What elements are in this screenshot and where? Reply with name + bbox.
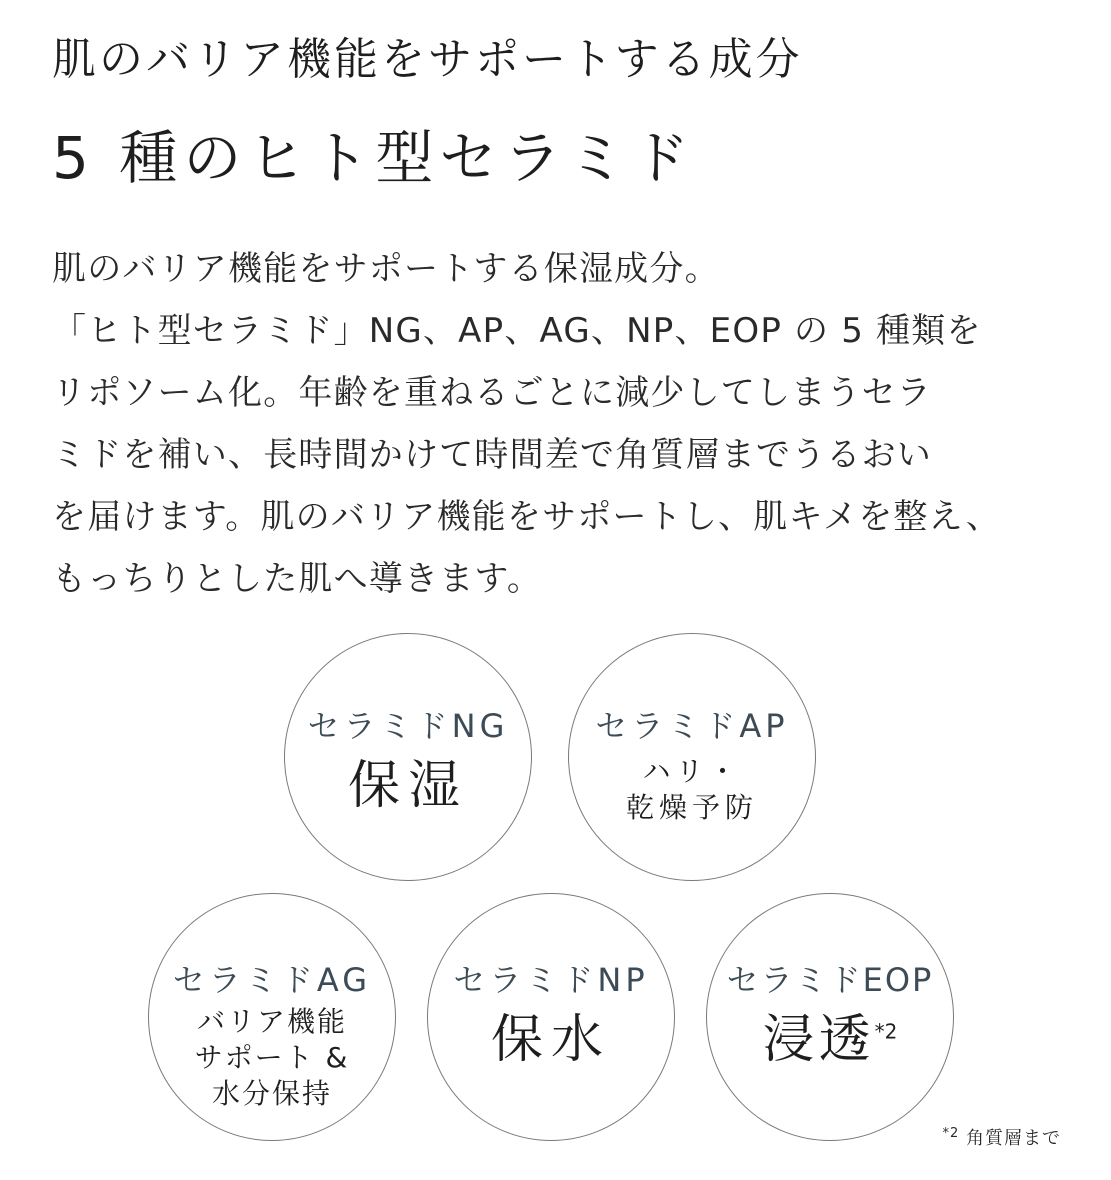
section-subtitle: 肌のバリア機能をサポートする成分 xyxy=(52,34,803,85)
ceramide-name: セラミドAG xyxy=(172,961,372,999)
ceramide-ng-circle xyxy=(284,633,532,881)
ceramide-ag-circle xyxy=(148,893,396,1141)
ceramide-ap-circle xyxy=(568,633,816,881)
description-line: ミドを補い、長時間かけて時間差で角質層までうるおい xyxy=(52,435,932,475)
footnote-mark: *2 xyxy=(874,1019,898,1044)
footnote-text: 角質層まで xyxy=(959,1128,1061,1149)
ceramide-name: セラミドNG xyxy=(307,707,509,745)
ceramide-effect-line: ハリ・ xyxy=(642,755,742,788)
ceramide-effect: 保水 xyxy=(490,1010,611,1070)
ceramide-effect-line: サポート & xyxy=(194,1041,350,1074)
ceramide-name: セラミドNP xyxy=(453,961,649,999)
ceramide-np-circle xyxy=(427,893,675,1141)
footnote xyxy=(942,1124,1061,1150)
ceramide-name: セラミドAP xyxy=(595,707,789,745)
ceramide-eop-circle xyxy=(706,893,954,1141)
ceramide-name: セラミドEOP xyxy=(726,961,934,999)
description-line: もっちりとした肌へ導きます。 xyxy=(52,559,543,599)
description-paragraph xyxy=(52,238,1072,610)
description-line: 肌のバリア機能をサポートする保湿成分。 xyxy=(52,249,720,289)
description-line: 「ヒト型セラミド」NG、AP、AG、NP、EOP の 5 種類を xyxy=(52,311,982,351)
ceramide-effect-text: 浸透 xyxy=(762,1010,875,1070)
ceramide-effect-line: バリア機能 xyxy=(196,1005,347,1038)
ceramide-effect xyxy=(707,1008,953,1072)
section-title: 5 種のヒト型セラミド xyxy=(52,124,696,192)
footnote-mark: *2 xyxy=(942,1126,960,1141)
ceramide-effect-line: 乾燥予防 xyxy=(625,791,758,824)
ceramide-effect-line: 水分保持 xyxy=(211,1077,332,1110)
description-line: を届けます。肌のバリア機能をサポートし、肌キメを整え、 xyxy=(52,497,1002,537)
description-line: リポソーム化。年齢を重ねるごとに減少してしまうセラ xyxy=(52,373,932,413)
ceramide-effect: 保湿 xyxy=(347,756,468,816)
